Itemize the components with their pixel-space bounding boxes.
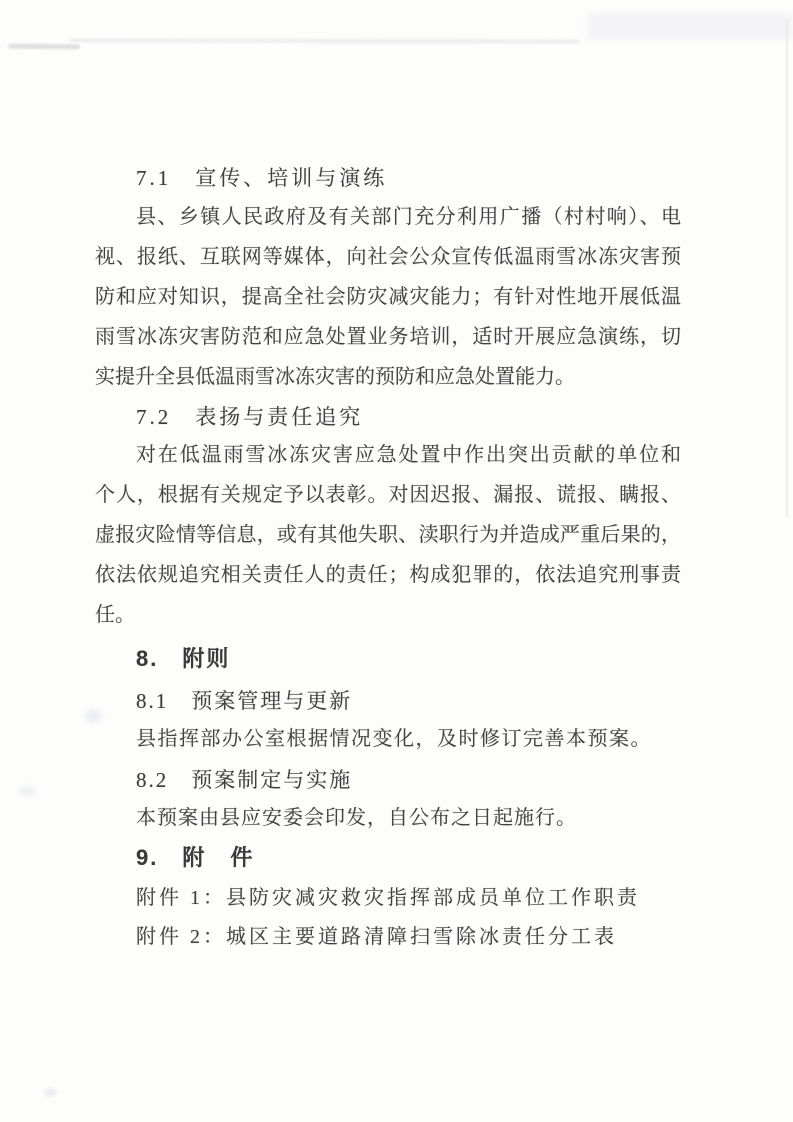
- section-8-1-paragraph: 县指挥部办公室根据情况变化，及时修订完善本预案。: [136, 728, 652, 750]
- text-line: 任。: [95, 604, 135, 626]
- scan-edge-line: [786, 18, 788, 518]
- attachment-1-line: 附件 1：县防灾减灾救灾指挥部成员单位工作职责: [136, 887, 640, 909]
- section-7-2-heading: 7.2 表扬与责任追究: [136, 405, 364, 429]
- section-8-1-heading: 8.1 预案管理与更新: [136, 689, 353, 713]
- section-8-heading: 8. 附则: [136, 646, 231, 671]
- text-line: 视、报纸、互联网等媒体，向社会公众宣传低温雨雪冰冻灾害预: [95, 246, 681, 268]
- text-line: 对在低温雨雪冰冻灾害应急处置中作出突出贡献的单位和: [136, 444, 681, 466]
- text-line: 虚报灾险情等信息，或有其他失职、渎职行为并造成严重后果的，: [95, 524, 681, 546]
- scan-smudge-blob: [18, 786, 36, 796]
- text-line: 实提升全县低温雨雪冰冻灾害的预防和应急处置能力。: [95, 366, 575, 388]
- text-line: 县、乡镇人民政府及有关部门充分利用广播（村村响）、电: [136, 206, 681, 228]
- attachment-2-line: 附件 2：城区主要道路清障扫雪除冰责任分工表: [136, 926, 617, 948]
- scan-smudge-blob: [44, 1088, 57, 1097]
- text-line: 依法依规追究相关责任人的责任；构成犯罪的，依法追究刑事责: [95, 564, 681, 586]
- section-8-2-heading: 8.2 预案制定与实施: [136, 768, 353, 792]
- section-9-heading: 9. 附 件: [136, 845, 255, 870]
- scan-corner-smudge: [588, 13, 793, 39]
- section-7-1-heading: 7.1 宣传、培训与演练: [136, 166, 388, 190]
- text-line: 防和应对知识，提高全社会防灾减灾能力；有针对性地开展低温: [95, 286, 681, 308]
- scan-streak-dark: [8, 44, 80, 50]
- text-line: 雨雪冰冻灾害防范和应急处置业务培训，适时开展应急演练，切: [95, 326, 681, 348]
- section-8-2-paragraph: 本预案由县应安委会印发，自公布之日起施行。: [136, 807, 577, 829]
- scan-streak-light: [70, 38, 580, 43]
- text-line: 个人，根据有关规定予以表彰。对因迟报、漏报、谎报、瞒报、: [95, 484, 681, 506]
